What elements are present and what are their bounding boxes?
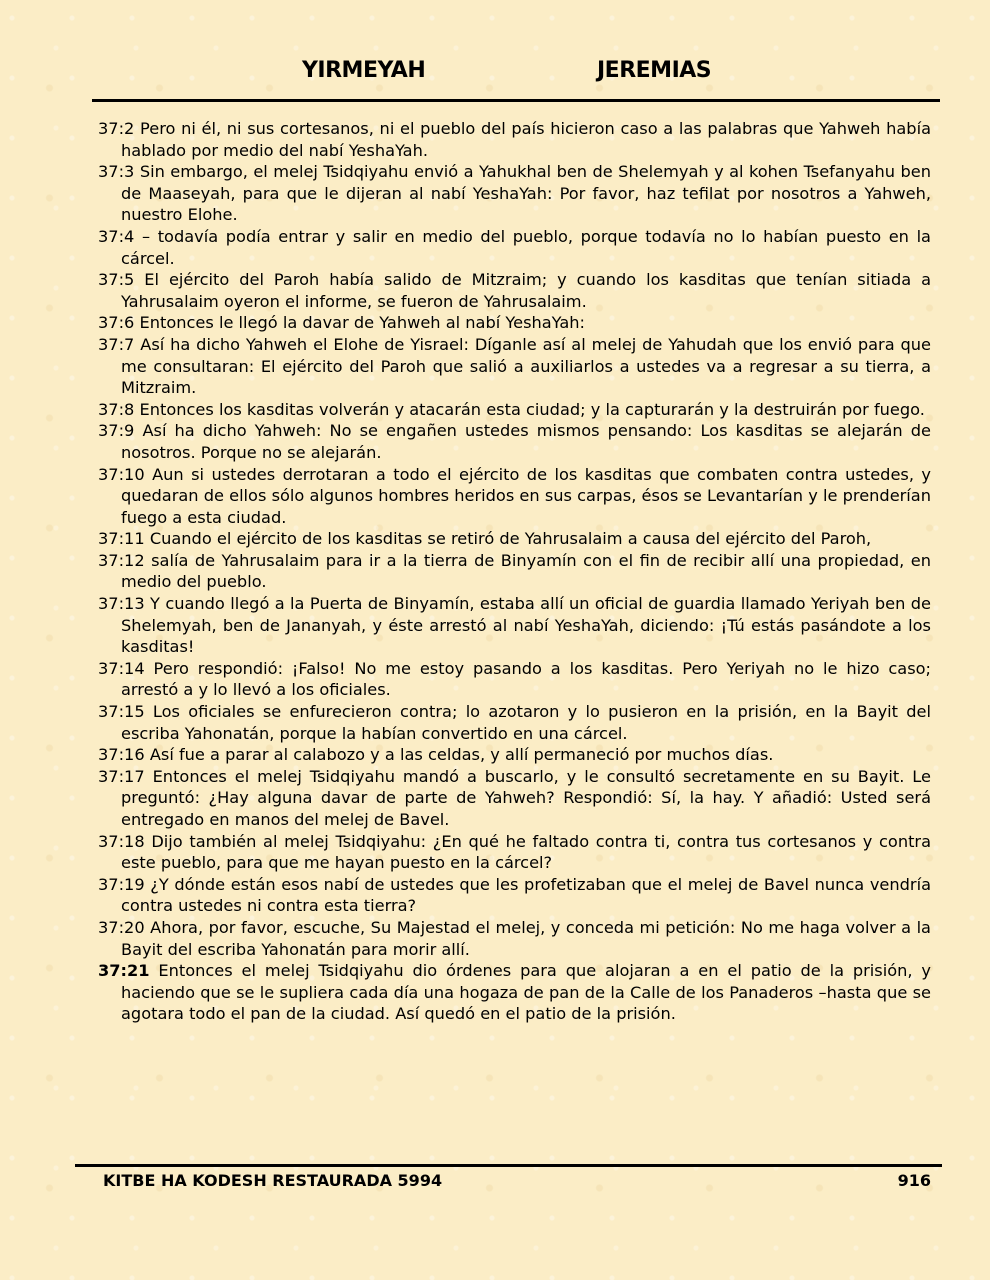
verse-number: 37:21 [98,961,150,981]
verse [98,464,931,529]
verse [98,874,931,917]
verse-number: 37:12 [98,550,145,570]
verse-number: 37:7 [98,334,135,354]
verse-number: 37:4 [98,226,135,246]
verse [98,118,931,161]
verse-text: Entonces le llegó la davar de Yahweh al nabí YeshaYah: [139,313,585,333]
verse-text: Entonces los kasditas volverán y atacarán esta ciudad; y la capturarán y la destruirán por fuego. [139,399,925,419]
verse [98,960,931,1025]
verse-number: 37:19 [98,874,145,894]
verse [98,744,931,766]
verse-text: Aun si ustedes derrotaran a todo el ejército de los kasditas que combaten contra ustedes, y quedaran de ellos sólo algunos hombres heridos en sus carpas, ésos se Levantarían y le prenderían fuego a esta ciudad. [121,464,931,527]
verse-text: Dijo también al melej Tsidqiyahu: ¿En qué he faltado contra ti, contra tus cortesanos y contra este pueblo, para que me hayan puesto en la cárcel? [121,831,931,873]
verse [98,269,931,312]
verse-number: 37:15 [98,702,145,722]
verse-text: El ejército del Paroh había salido de Mitzraim; y cuando los kasditas que tenían sitiada a Yahrusalaim oyeron el informe, se fueron de Yahrusalaim. [121,270,932,311]
verse-text: Pero respondió: ¡Falso! No me estoy pasando a los kasditas. Pero Yeriyah no le hizo caso; arrestó a y lo llevó a los oficiales. [121,658,931,700]
verse-list [98,118,931,1025]
verse [98,161,931,226]
verse-number: 37:13 [98,594,145,614]
verse-text: Sin embargo, el melej Tsidqiyahu envió a Yahukhal ben de Shelemyah y al kohen Tsefanyahu ben de Maaseyah, para que le dijeran al nabí YeshaYah: Por favor, haz tefilat por nosotros a Yahweh, nuestro Elohe. [121,162,932,225]
verse-text: Así fue a parar al calabozo y a las celdas, y allí permaneció por muchos días. [149,745,774,765]
verse-text: Así ha dicho Yahweh el Elohe de Yisrael: Díganle así al melej de Yahudah que los envió para que me consultaran: El ejército del Paroh que salió a auxiliarlos a ustedes va a regresar a su tierra, a Mitzraim. [121,334,931,398]
verse [98,917,931,960]
verse [98,334,931,399]
verse-number: 37:6 [98,313,135,333]
header-title-left: YIRMEYAH [302,58,426,83]
verse [98,831,931,874]
verse-text: Entonces el melej Tsidqiyahu mandó a buscarlo, y le consultó secretamente en su Bayit. Le preguntó: ¿Hay alguna davar de parte de Yahweh? Respondió: Sí, la hay. Y añadió: Usted será entregado en manos del melej de Bavel. [121,766,931,829]
verse-number: 37:14 [98,658,145,678]
verse-number: 37:20 [98,917,145,937]
verse [98,550,931,593]
verse [98,312,931,334]
verse-number: 37:18 [98,831,145,851]
header-title-right: JEREMIAS [597,58,712,83]
verse-text: Y cuando llegó a la Puerta de Binyamín, estaba allí un oficial de guardia llamado Yeriyah ben de Shelemyah, ben de Jananyah, y éste arrestó al nabí YeshaYah, diciendo: ¡Tú estás pasándote a los kasditas! [121,594,931,657]
verse-number: 37:16 [98,745,145,765]
verse [98,766,931,831]
verse-text: – todavía podía entrar y salir en medio del pueblo, porque todavía no lo habían puesto en la cárcel. [121,226,931,268]
verse-number: 37:8 [98,399,135,419]
page-header [0,58,990,90]
footer-rule [75,1164,942,1167]
verse-text: Cuando el ejército de los kasditas se retiró de Yahrusalaim a causa del ejército del Paroh, [149,529,872,549]
verse-number: 37:9 [98,421,135,441]
verse-number: 37:11 [98,529,145,549]
verse [98,420,931,463]
verse-text: Ahora, por favor, escuche, Su Majestad el melej, y conceda mi petición: No me haga volver a la Bayit del escriba Yahonatán para morir allí. [121,917,931,959]
verse-text: Los oficiales se enfurecieron contra; lo azotaron y lo pusieron en la prisión, en la Bayit del escriba Yahonatán, porque la habían convertido en una cárcel. [121,702,931,743]
verse [98,226,931,269]
verse [98,593,931,658]
verse [98,701,931,744]
verse [98,399,931,421]
verse-number: 37:3 [98,162,135,182]
footer-page-number: 916 [897,1171,931,1190]
verse [98,528,931,550]
verse-number: 37:5 [98,270,135,290]
verse-text: salía de Yahrusalaim para ir a la tierra de Binyamín con el fin de recibir allí una propiedad, en medio del pueblo. [121,550,931,592]
verse-number: 37:10 [98,464,145,484]
header-rule [92,99,940,102]
verse-text: Pero ni él, ni sus cortesanos, ni el pueblo del país hicieron caso a las palabras que Yahweh había hablado por medio del nabí YeshaYah. [121,119,931,160]
verse-text: Entonces el melej Tsidqiyahu dio órdenes para que alojaran a en el patio de la prisión, y haciendo que se le supliera cada día una hogaza de pan de la Calle de los Panaderos –hasta que se agotara todo el pan de la ciudad. Así quedó en el patio de la prisión. [121,961,931,1024]
verse-number: 37:2 [98,119,135,138]
verse-text: ¿Y dónde están esos nabí de ustedes que les profetizaban que el melej de Bavel nunca vendría contra ustedes ni contra esta tierra? [121,874,931,916]
verse [98,658,931,701]
verse-text: Así ha dicho Yahweh: No se engañen ustedes mismos pensando: Los kasditas se alejarán de nosotros. Porque no se alejarán. [121,421,931,462]
verse-number: 37:17 [98,766,145,786]
footer-book-title: KITBE HA KODESH RESTAURADA 5994 [103,1171,443,1190]
